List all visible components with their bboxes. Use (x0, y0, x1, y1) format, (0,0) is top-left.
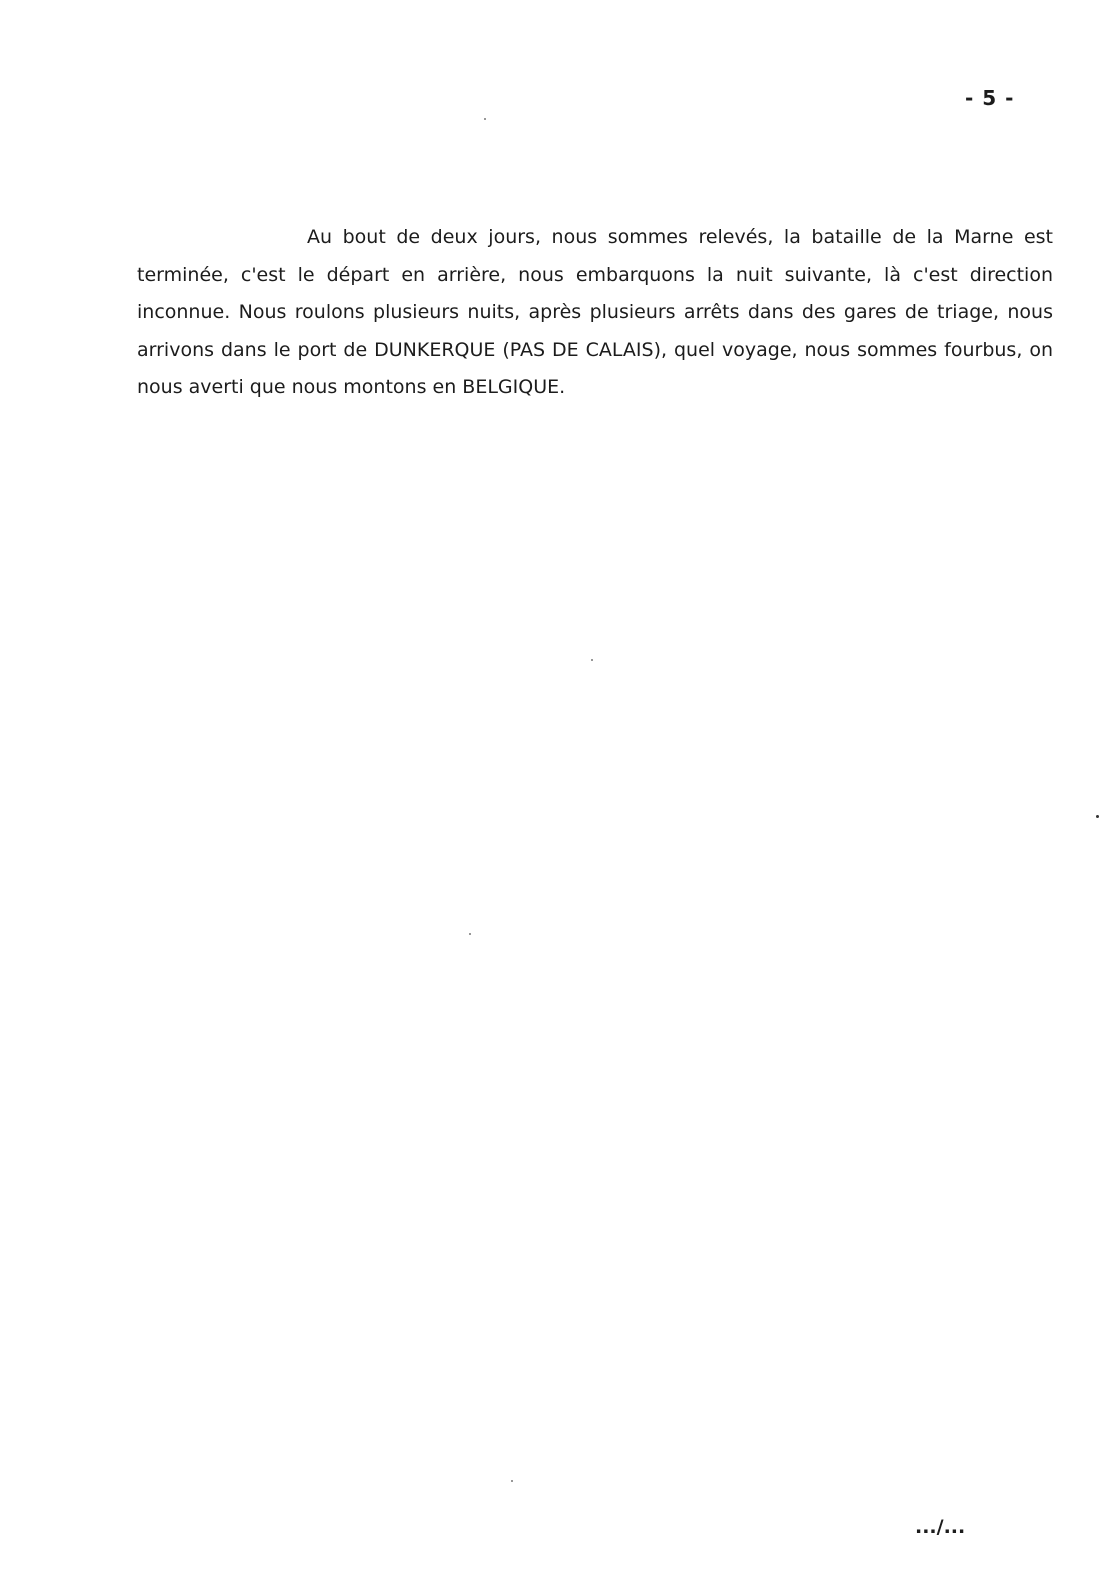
scan-speck (511, 1480, 513, 1482)
page-number: - 5 - (965, 86, 1015, 110)
body-paragraph: Au bout de deux jours, nous sommes relevés, la bataille de la Marne est terminée, c'est le départ en arrière, nous embarquons la nuit suivante, là c'est direction inconnue. Nous roulons plusieurs nuits, après plusieurs arrêts dans des gares de triage, nous arrivons dans le port de DUNKERQUE (PAS DE CALAIS), quel voyage, nous sommes fourbus, on nous averti que nous montons en BELGIQUE. (137, 226, 1053, 398)
scan-speck (591, 659, 593, 661)
scan-speck (1096, 815, 1099, 818)
scan-speck (484, 118, 486, 120)
continuation-mark: .../... (915, 1516, 966, 1538)
scan-speck (469, 933, 471, 935)
